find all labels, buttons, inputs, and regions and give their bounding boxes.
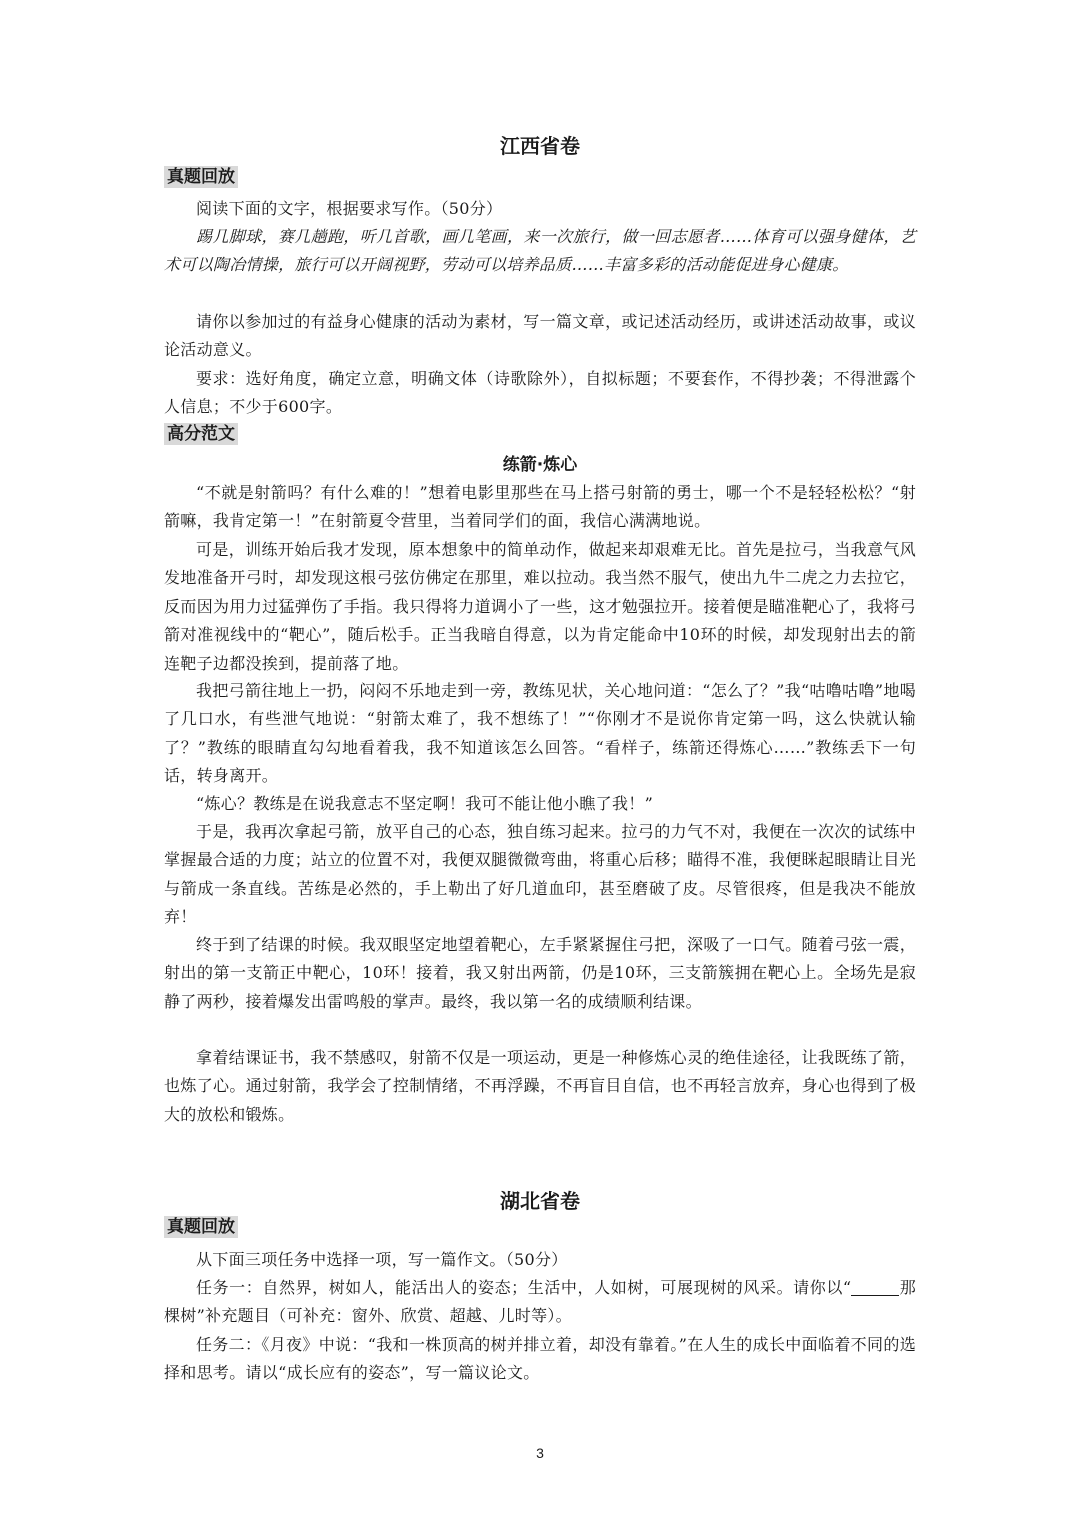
essay-paragraph: 可是，训练开始后我才发现，原本想象中的简单动作，做起来却艰难无比。首先是拉弓，当我意气风发地准备开弓时，却发现这根弓弦仿佛定在那里，难以拉动。我当然不服气，使出九牛二虎之力去拉它，反而因为用力过猛弹伤了手指。我只得将力道调小了一些，这才勉强拉开。接着便是瞄准靶心了，我将弓箭对准视线中的“靶心”，随后松手。正当我暗自得意，以为肯定能命中10环的时候，却发现射出去的箭连靶子边都没挨到，提前落了地。 xyxy=(164,540,916,673)
fill-in-blank xyxy=(851,1277,899,1296)
essay-title: 练箭·炼心 xyxy=(502,455,578,475)
hubei-section-title: 湖北省卷 xyxy=(500,1189,580,1213)
essay-paragraph: 终于到了结课的时候。我双眼坚定地望着靶心，左手紧紧握住弓把，深吸了一口气。随着弓弦一震，射出的第一支箭正中靶心，10环！接着，我又射出两箭，仍是10环，三支箭簇拥在靶心上。全场先是寂静了两秒，接着爆发出雷鸣般的掌声。最终，我以第一名的成绩顺利结课。 xyxy=(164,935,916,1011)
jiangxi-prompt-intro: 阅读下面的文字，根据要求写作。（50分） xyxy=(196,199,503,218)
essay-paragraph: 我把弓箭往地上一扔，闷闷不乐地走到一旁，教练见状，关心地问道：“怎么了？”我“咕噜咕噜”地喝了几口水，有些泄气地说：“射箭太难了，我不想练了！”“你刚才不是说你肯定第一吗，这么快就认输了？”教练的眼睛直勾勾地看着我，我不知道该怎么回答。“看样子，练箭还得炼心……”教练丢下一句话，转身离开。 xyxy=(164,681,916,786)
hubei-task-2: 任务二：《月夜》中说：“我和一株顶高的树并排立着，却没有靠着。”在人生的成长中面临着不同的选择和思考。请以“成长应有的姿态”，写一篇议论文。 xyxy=(164,1335,916,1383)
hubei-task-1-after: 那棵树”补充题目（可补充：窗外、欣赏、超越、儿时等）。 xyxy=(164,1278,916,1326)
essay-paragraph: “不就是射箭吗？有什么难的！”想着电影里那些在马上搭弓射箭的勇士，哪一个不是轻轻松松？“射箭嘛，我肯定第一！”在射箭夏令营里，当着同学们的面，我信心满满地说。 xyxy=(164,483,916,531)
hubei-task-1-before: 任务一：自然界，树如人，能活出人的姿态；生活中，人如树，可展现树的风采。请你以“ xyxy=(196,1278,852,1297)
jiangxi-section-title: 江西省卷 xyxy=(500,134,580,158)
hubei-review-label: 真题回放 xyxy=(164,1216,238,1238)
hubei-prompt-intro: 从下面三项任务中选择一项，写一篇作文。（50分） xyxy=(196,1250,568,1269)
jiangxi-review-label: 真题回放 xyxy=(164,166,238,188)
jiangxi-prompt-requirements: 要求：选好角度，确定立意，明确文体（诗歌除外），自拟标题；不要套作，不得抄袭；不得泄露个人信息；不少于600字。 xyxy=(164,369,916,417)
essay-paragraph: “炼心？教练是在说我意志不坚定啊！我可不能让他小瞧了我！” xyxy=(196,794,654,813)
essay-paragraph: 拿着结课证书，我不禁感叹，射箭不仅是一项运动，更是一种修炼心灵的绝佳途径，让我既练了箭，也炼了心。通过射箭，我学会了控制情绪，不再浮躁，不再盲目自信，也不再轻言放弃，身心也得到了极大的放松和锻炼。 xyxy=(164,1048,916,1124)
jiangxi-sample-label: 高分范文 xyxy=(164,423,238,445)
jiangxi-prompt-task: 请你以参加过的有益身心健康的活动为素材，写一篇文章，或记述活动经历，或讲述活动故事，或议论活动意义。 xyxy=(164,312,916,360)
essay-paragraph: 于是，我再次拿起弓箭，放平自己的心态，独自练习起来。拉弓的力气不对，我便在一次次的试练中掌握最合适的力度；站立的位置不对，我便双腿微微弯曲，将重心后移；瞄得不准，我便眯起眼睛让目光与箭成一条直线。苦练是必然的，手上勒出了好几道血印，甚至磨破了皮。尽管很疼，但是我决不能放弃！ xyxy=(164,822,916,927)
jiangxi-prompt-material: 踢几脚球，赛几趟跑，听几首歌，画几笔画，来一次旅行，做一回志愿者……体育可以强身健体，艺术可以陶冶情操，旅行可以开阔视野，劳动可以培养品质……丰富多彩的活动能促进身心健康。 xyxy=(164,227,916,275)
hubei-task-1 xyxy=(164,1274,916,1331)
page-number: 3 xyxy=(536,1445,544,1461)
